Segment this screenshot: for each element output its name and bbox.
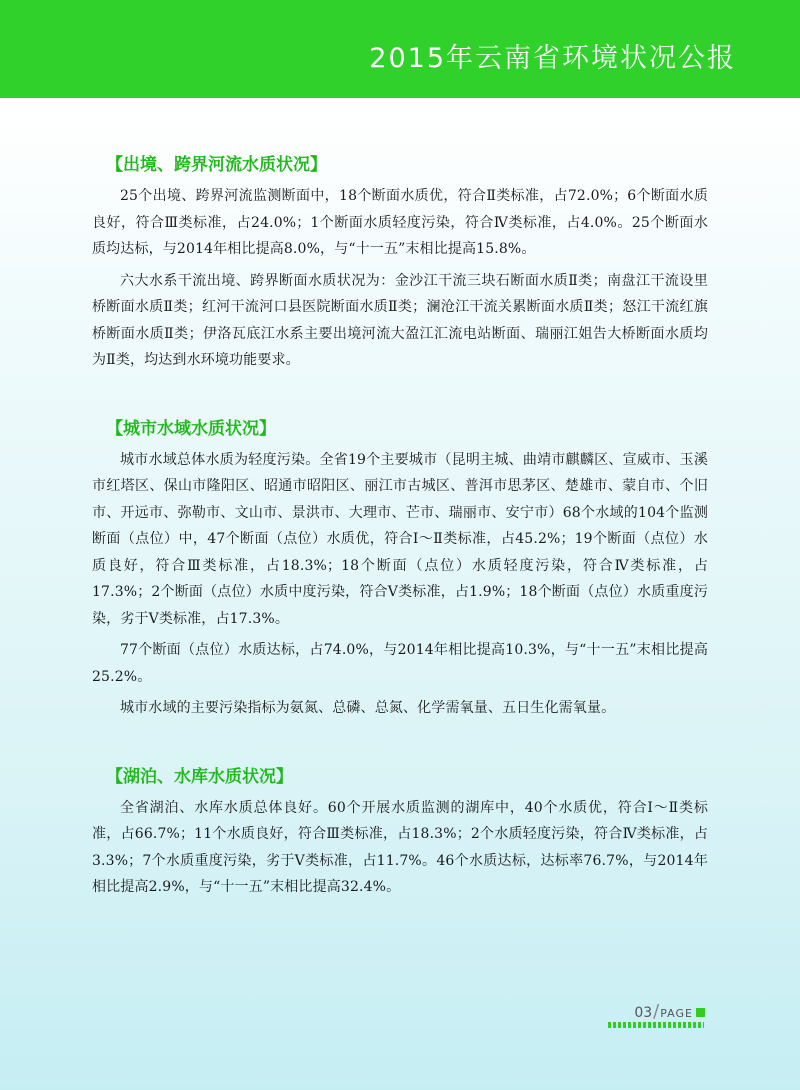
square-icon	[696, 1008, 705, 1017]
section-heading: 【城市水域水质状况】	[106, 418, 276, 439]
report-title: 2015年云南省环境状况公报	[369, 43, 736, 74]
paragraph: 25个出境、跨界河流监测断面中，18个断面水质优，符合Ⅱ类标准，占72.0%；6个断面水质良好，符合Ⅲ类标准，占24.0%；1个断面水质轻度污染，符合Ⅳ类标准，占4.0%。25个断面水质均达标，与2014年相比提高8.0%，与“十一五”末相比提高15.8%。	[92, 188, 708, 257]
paragraph: 六大水系干流出境、跨界断面水质状况为：金沙江干流三块石断面水质Ⅱ类；南盘江干流设里桥断面水质Ⅱ类；红河干流河口县医院断面水质Ⅱ类；澜沧江干流关累断面水质Ⅱ类；怒江干流红旗桥断面水质Ⅱ类；伊洛瓦底江水系主要出境河流大盈江汇流电站断面、瑞丽江姐告大桥断面水质均为Ⅱ类，均达到水环境功能要求。	[92, 272, 708, 368]
section-heading: 【出境、跨界河流水质状况】	[106, 155, 327, 175]
page-number	[634, 1001, 705, 1022]
section-river-water-quality	[92, 150, 708, 374]
page-slash: /	[653, 1001, 660, 1022]
page-decoration-bar	[608, 1022, 704, 1028]
section-heading: 【湖泊、水库水质状况】	[106, 766, 293, 787]
paragraph: 城市水域总体水质为轻度污染。全省19个主要城市（昆明主城、曲靖市麒麟区、宣威市、玉溪市红塔区、保山市隆阳区、昭通市昭阳区、丽江市古城区、普洱市思茅区、楚雄市、蒙自市、个旧市、开远市、弥勒市、文山市、景洪市、大理市、芒市、瑞丽市、安宁市）68个水域的104个监测断面（点位）中，47个断面（点位）水质优，符合Ⅰ～Ⅱ类标准，占45.2%；19个断面（点位）水质良好，符合Ⅲ类标准，占18.3%；18个断面（点位）水质轻度污染，符合Ⅳ类标准，占17.3%；2个断面（点位）水质中度污染，符合Ⅴ类标准，占1.9%；18个断面（点位）水质重度污染，劣于Ⅴ类标准，占17.3%。	[92, 451, 708, 627]
page-number-value: 03	[634, 1005, 653, 1021]
main-content	[92, 150, 708, 941]
section-city-water-quality	[92, 414, 708, 722]
section-lake-reservoir-water-quality	[92, 762, 708, 901]
paragraph: 城市水域的主要污染指标为氨氮、总磷、总氮、化学需氧量、五日生化需氧量。	[120, 700, 616, 716]
paragraph: 全省湖泊、水库水质总体良好。60个开展水质监测的湖库中，40个水质优，符合Ⅰ～Ⅱ类标准，占66.7%；11个水质良好，符合Ⅲ类标准，占18.3%；2个水质轻度污染，符合Ⅳ类标准，占3.3%；7个水质重度污染，劣于Ⅴ类标准，占11.7%。46个水质达标，达标率76.7%，与2014年相比提高2.9%，与“十一五”末相比提高32.4%。	[92, 799, 708, 895]
paragraph: 77个断面（点位）水质达标，占74.0%，与2014年相比提高10.3%，与“十一五”末相比提高25.2%。	[92, 642, 708, 685]
header-banner	[0, 0, 800, 98]
page-label: PAGE	[660, 1007, 693, 1020]
